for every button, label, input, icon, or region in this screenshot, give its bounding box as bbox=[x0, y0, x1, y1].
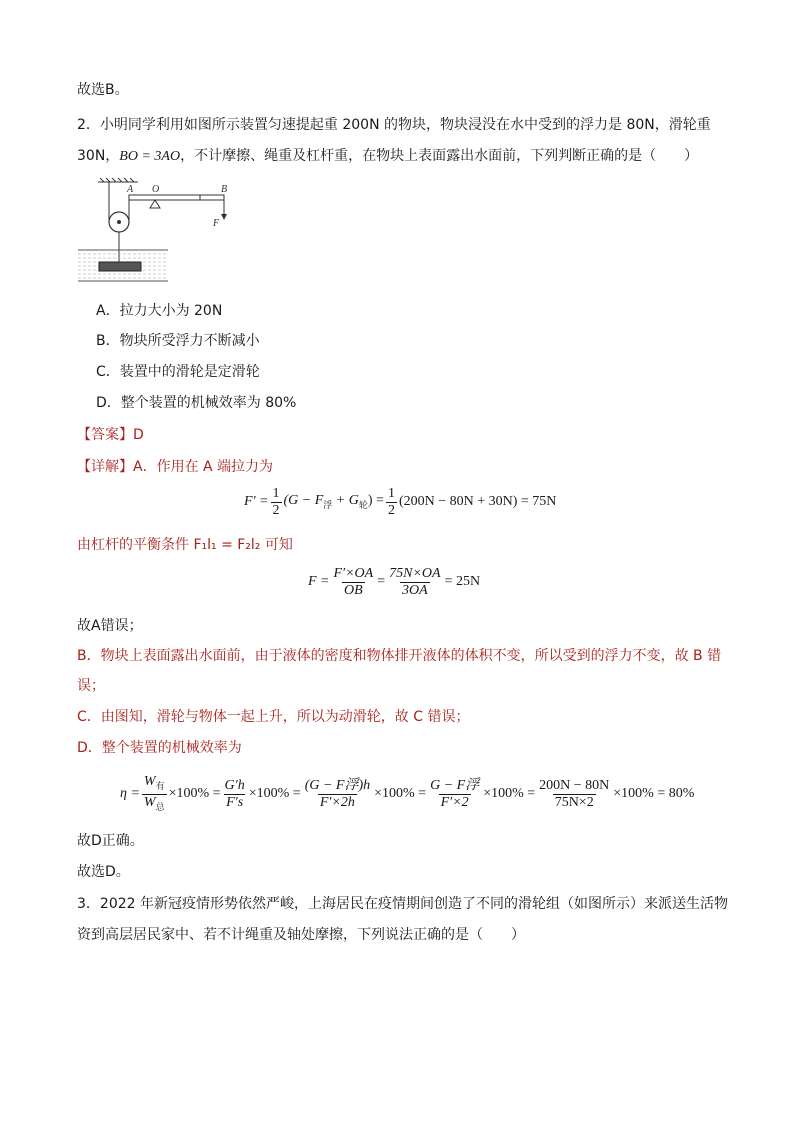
equation-1: F' = $\frac{1}{2}$ $(G - F_浮 + G_轮)$ = $\frac{1}{2}$ (200N − 80N + 30N) = 75N bbox=[244, 485, 557, 518]
q3-stem-line1: 3．2022 年新冠疫情形势依然严峻，上海居民在疫情期间创造了不同的滑轮组（如图所示）来派送生活物 bbox=[77, 896, 728, 912]
q2-stem-line2-post: ，不计摩擦、绳重及杠杆重，在物块上表面露出水面前，下列判断正确的是（ ） bbox=[180, 148, 699, 164]
label-o: O bbox=[152, 184, 160, 195]
q2-option-b: B．物块所受浮力不断减小 bbox=[96, 333, 260, 349]
equation-2: F = $\frac{F'\times OA}{OB}$ = $\frac{75N\times OA}{3OA}$ = 25N bbox=[308, 565, 481, 598]
label-f: F bbox=[213, 218, 220, 229]
eq1-expr1: (G − F bbox=[283, 493, 324, 509]
answer-value: D bbox=[133, 427, 144, 443]
equation-3: η = $\frac{W_有}{W_总}$ ×100% = $\frac{G'h}{F's}$ ×100% = $\frac{\text{(G − F浮)h}}{F'\times 2h}$ ×100% = $\frac{\text{G − F浮}}{F'\times 2}$ ×100% = $\frac{200N - 80N}{75N\times 2}$ ×100% = 80% bbox=[120, 772, 694, 816]
a-wrong: 故A错误； bbox=[77, 618, 143, 634]
b-explain-line2: 误； bbox=[77, 678, 105, 694]
b-explain-line1: B．物块上表面露出水面前，由于液体的密度和物体排开液体的体积不变，所以受到的浮力不变，故 B 错 bbox=[77, 648, 722, 664]
q2-detail-a-intro bbox=[77, 457, 273, 477]
q2-stem-line2-math: BO = 3AO bbox=[119, 149, 181, 164]
label-a: A bbox=[127, 184, 134, 195]
q2-stem-line2-pre: 30N， bbox=[77, 148, 120, 164]
eq1-half-b: $\frac{1}{2}$ bbox=[387, 485, 395, 518]
q2-option-c: C．装置中的滑轮是定滑轮 bbox=[96, 364, 260, 380]
q3-stem-line2: 资到高层居民家中、若不计绳重及轴处摩擦，下列说法正确的是（ ） bbox=[77, 927, 525, 943]
q2-stem-line2 bbox=[77, 146, 698, 167]
detail-a-text: A．作用在 A 端拉力为 bbox=[133, 459, 274, 475]
eq1-lhs: F' = bbox=[244, 494, 269, 509]
label-b: B bbox=[221, 184, 228, 195]
eq1-half-a: $\frac{1}{2}$ bbox=[272, 485, 280, 518]
q2-option-a: A．拉力大小为 20N bbox=[96, 303, 223, 319]
ceiling-hatch bbox=[98, 178, 138, 182]
d-explain-intro: D．整个装置的机械效率为 bbox=[77, 740, 242, 756]
answer-tag: 【答案】 bbox=[77, 427, 133, 443]
q2-answer bbox=[77, 425, 144, 445]
prev-conclusion: 故选B。 bbox=[77, 82, 129, 98]
q2-conclusion: 故选D。 bbox=[77, 864, 130, 880]
fulcrum bbox=[150, 200, 160, 208]
d-right: 故D正确。 bbox=[77, 833, 144, 849]
q2-stem-line1: 2．小明同学利用如图所示装置匀速提起重 200N 的物块，物块浸没在水中受到的浮力是 80N，滑轮重 bbox=[77, 117, 711, 133]
detail-tag: 【详解】 bbox=[77, 459, 133, 475]
q2-option-d: D．整个装置的机械效率为 80% bbox=[96, 395, 297, 411]
pulley-lever-figure bbox=[76, 176, 248, 284]
eq1-expr2: (200N − 80N + 30N) = 75N bbox=[398, 494, 557, 509]
submerged-block bbox=[99, 262, 141, 271]
c-explain: C．由图知，滑轮与物体一起上升，所以为动滑轮，故 C 错误； bbox=[77, 709, 470, 725]
eq2-lhs: F = bbox=[308, 574, 330, 589]
lever-bar bbox=[129, 195, 224, 200]
lever-condition-line: 由杠杆的平衡条件 F₁l₁ = F₂l₂ 可知 bbox=[77, 537, 293, 553]
